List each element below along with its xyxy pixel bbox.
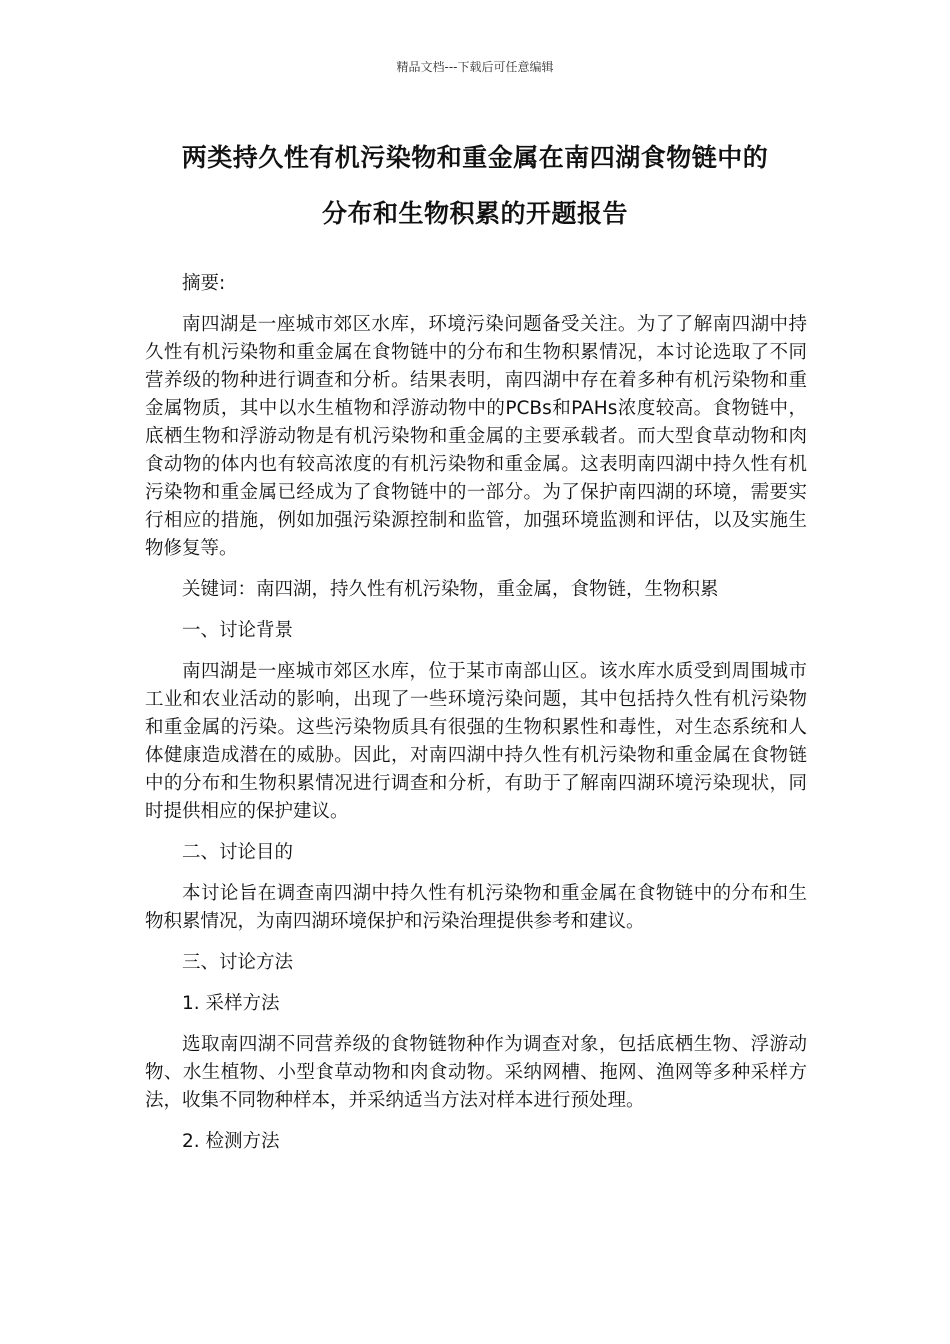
title-line-2: 分布和生物积累的开题报告 xyxy=(321,199,628,228)
section-heading-background: 一、讨论背景 xyxy=(182,620,294,641)
document-body xyxy=(145,270,807,1169)
section-body-background: 南四湖是一座城市郊区水库，位于某市南部山区。该水库水质受到周围城市工业和农业活动的影响，出现了一些环境污染问题，其中包括持久性有机污染物和重金属的污染。这些污染物质具有很强的生物积累性和毒性，对生态系统和人体健康造成潜在的威胁。因此，对南四湖中持久性有机污染物和重金属在食物链中的分布和生物积累情况进行调查和分析，有助于了解南四湖环境污染现状，同时提供相应的保护建议。 xyxy=(145,661,807,822)
section-heading-methods: 三、讨论方法 xyxy=(182,952,294,973)
section-heading-purpose: 二、讨论目的 xyxy=(182,842,294,863)
page-header: 精品文档---下载后可任意编辑 xyxy=(396,60,554,74)
subsection-heading-sampling: 1. 采样方法 xyxy=(182,993,280,1014)
abstract-label: 摘要: xyxy=(182,273,226,294)
keywords: 关键词：南四湖，持久性有机污染物，重金属，食物链，生物积累 xyxy=(182,579,719,600)
title-line-1: 两类持久性有机污染物和重金属在南四湖食物链中的 xyxy=(181,143,769,172)
subsection-body-sampling: 选取南四湖不同营养级的食物链物种作为调查对象，包括底栖生物、浮游动物、水生植物、小型食草动物和肉食动物。采纳网槽、拖网、渔网等多种采样方法，收集不同物种样本，并采纳适当方法对样本进行预处理。 xyxy=(145,1034,807,1111)
section-body-purpose: 本讨论旨在调查南四湖中持久性有机污染物和重金属在食物链中的分布和生物积累情况，为南四湖环境保护和污染治理提供参考和建议。 xyxy=(145,883,807,932)
abstract-paragraph: 南四湖是一座城市郊区水库，环境污染问题备受关注。为了了解南四湖中持久性有机污染物和重金属在食物链中的分布和生物积累情况，本讨论选取了不同营养级的物种进行调查和分析。结果表明，南四湖中存在着多种有机污染物和重金属物质，其中以水生植物和浮游动物中的PCBs和PAHs浓度较高。食物链中，底栖生物和浮游动物是有机污染物和重金属的主要承载者。而大型食草动物和肉食动物的体内也有较高浓度的有机污染物和重金属。这表明南四湖中持久性有机污染物和重金属已经成为了食物链中的一部分。为了保护南四湖的环境，需要实行相应的措施，例如加强污染源控制和监管，加强环境监测和评估，以及实施生物修复等。 xyxy=(145,314,807,559)
document-title xyxy=(100,130,850,242)
subsection-heading-detection: 2. 检测方法 xyxy=(182,1131,280,1152)
